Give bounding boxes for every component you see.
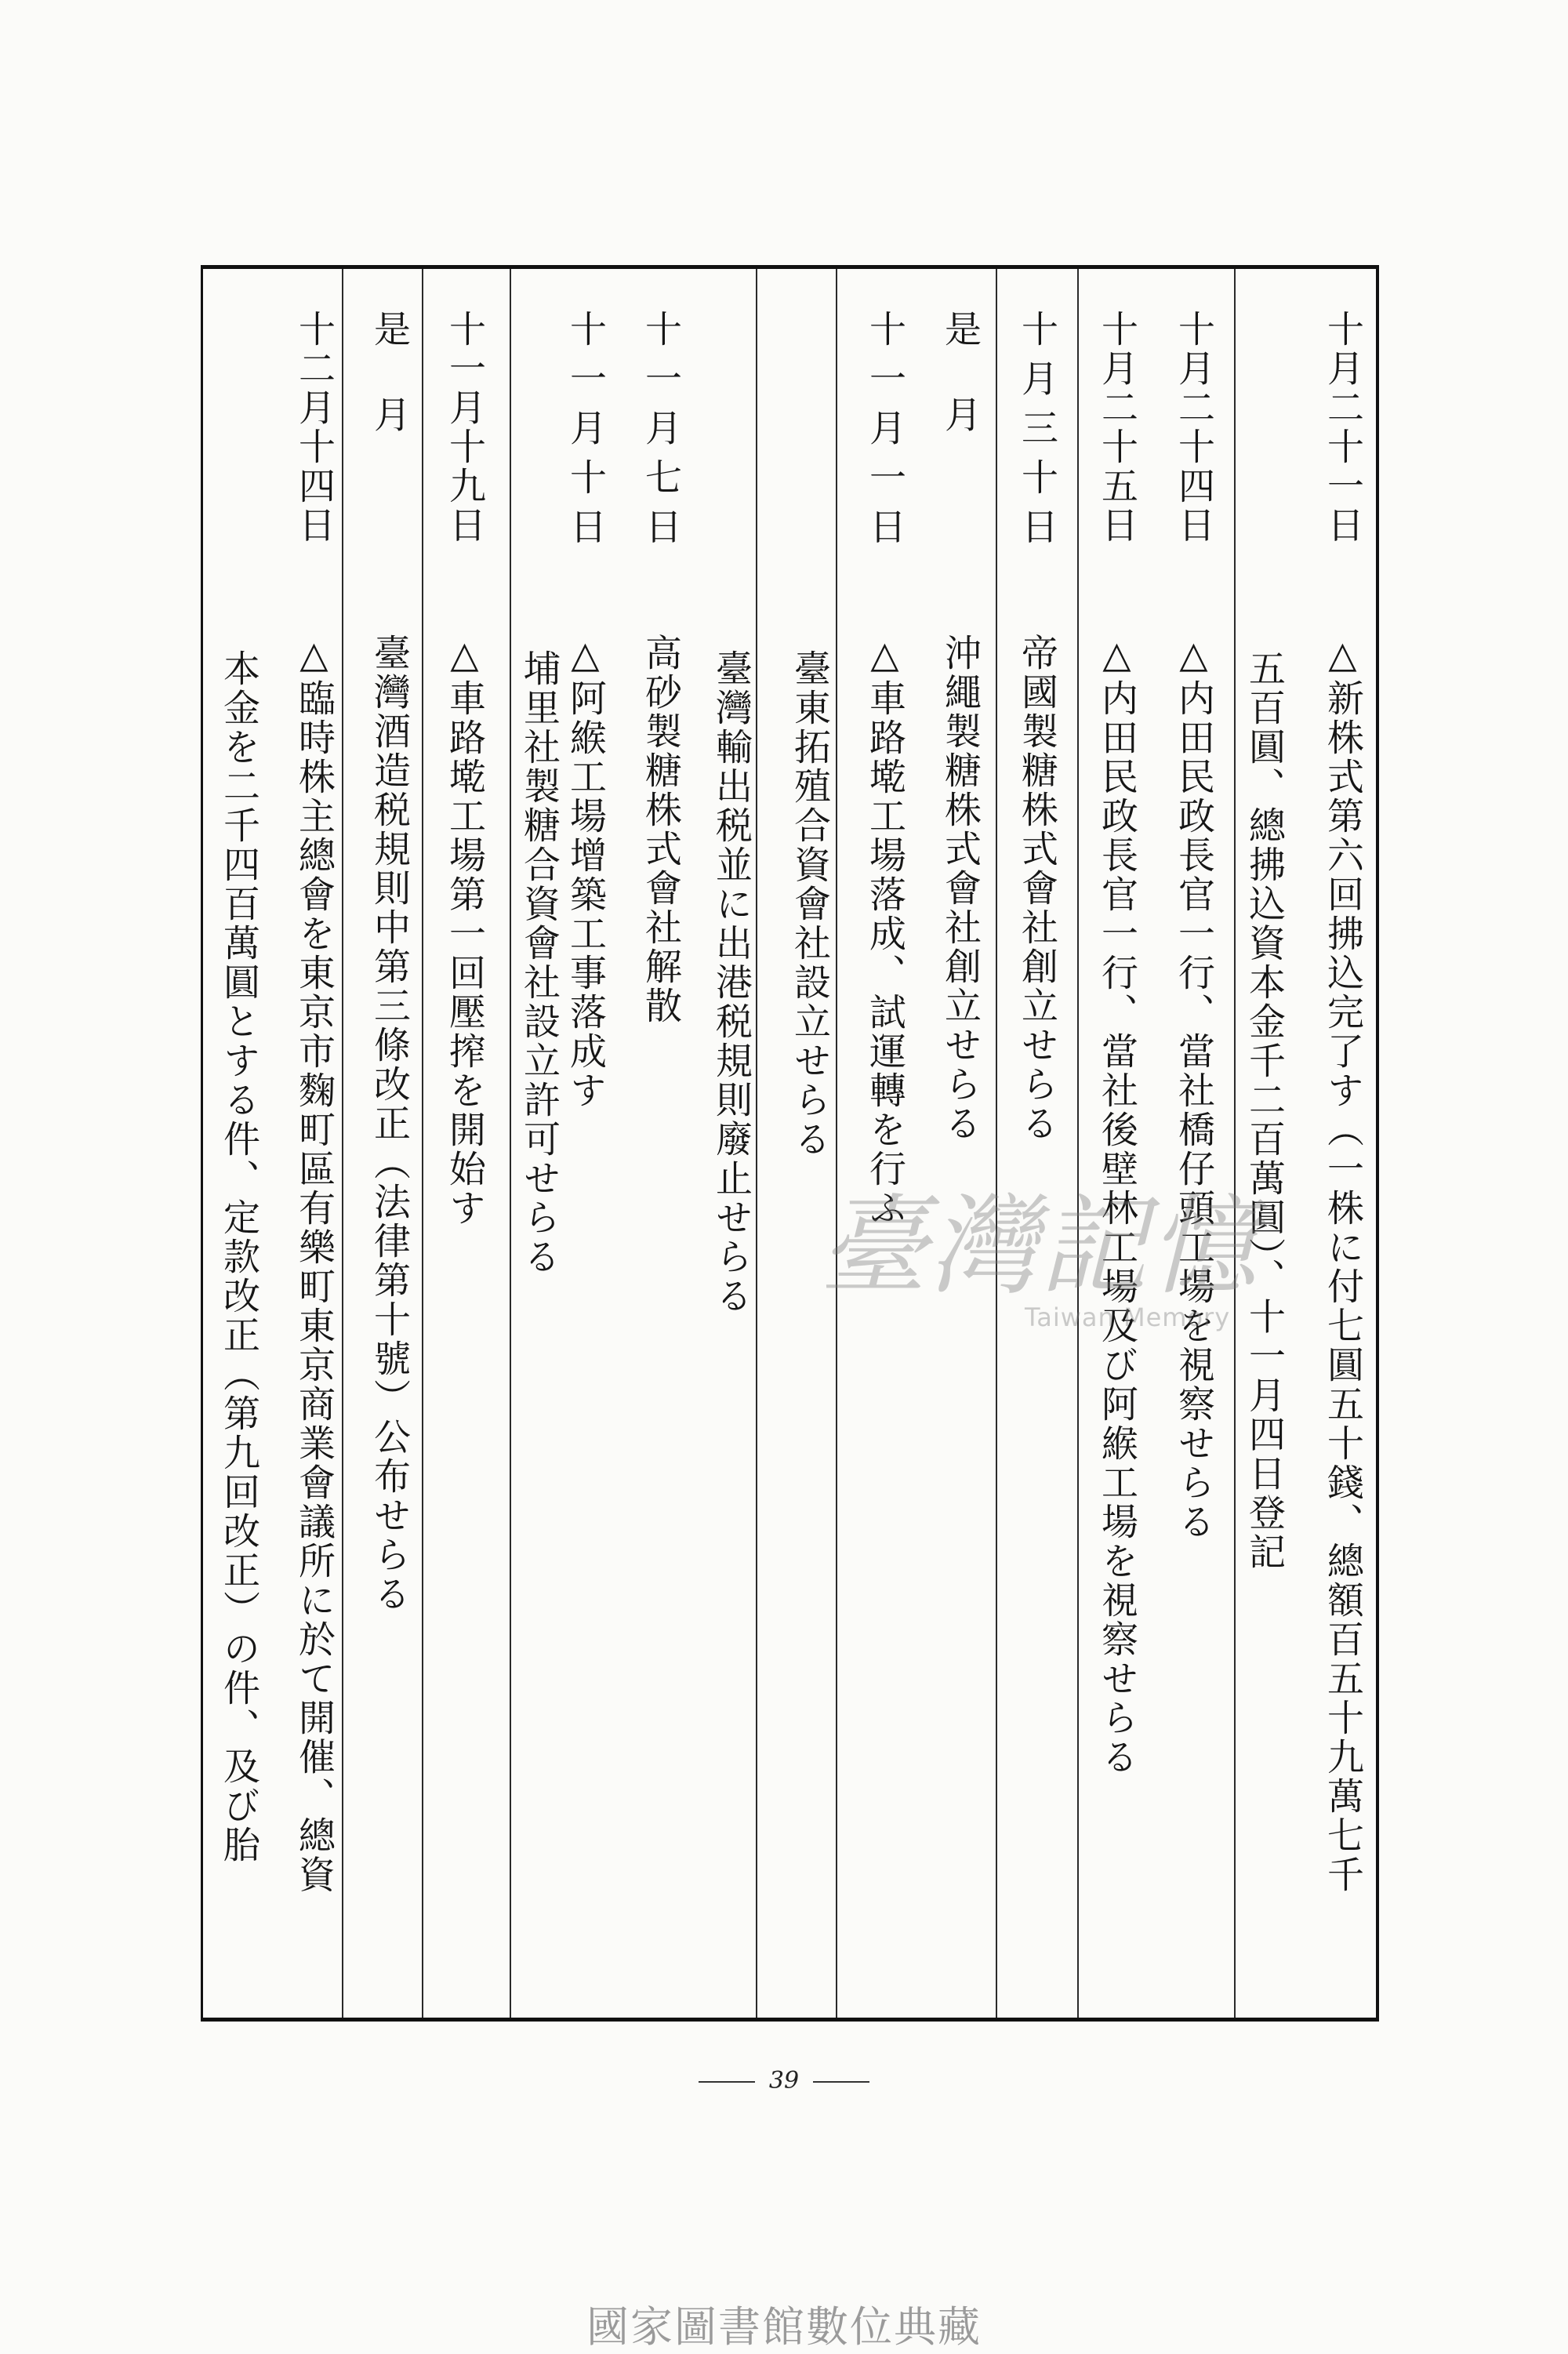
dash-right <box>813 2081 869 2083</box>
entry-date: 十一月十日 <box>564 310 607 557</box>
entry-date: 是月 <box>368 310 411 481</box>
column-rule <box>836 269 837 2018</box>
dash-left <box>699 2081 755 2083</box>
entry-date: 十一月十九日 <box>443 310 486 545</box>
entry-text: 沖繩製糖株式會社創立せらる <box>938 634 982 1143</box>
entry-text: △臨時株主總會を東京市麴町區有樂町東京商業會議所に於て開催、總資 <box>292 634 336 1894</box>
entry-text: △阿緱工場增築工事落成す <box>564 634 607 1110</box>
column-rule <box>1234 269 1236 2018</box>
column-rule <box>996 269 997 2018</box>
entry-text: 本金を二千四百萬圓とする件、定款改正（第九回改正）の件、及び胎 <box>217 649 260 1865</box>
entry-date: 是月 <box>938 310 982 481</box>
entry-date: 十一月一日 <box>863 310 906 557</box>
entry-text: 高砂製糖株式會社解散 <box>639 634 682 1026</box>
entry-date: 十月二十一日 <box>1321 310 1364 545</box>
watermark-subtitle: Taiwan Memory <box>1025 1302 1231 1332</box>
footer-credit: 國家圖書館數位典藏 <box>586 2302 982 2352</box>
entry-text: 臺灣輸出税並に出港税規則廢止せらる <box>710 649 753 1316</box>
column-rule <box>342 269 343 2018</box>
entry-text: △内田民政長官一行、當社後壁林工場及び阿緱工場を視察せらる <box>1095 634 1138 1777</box>
column-rule <box>422 269 423 2018</box>
entry-date: 十一月七日 <box>639 310 682 557</box>
page-number <box>0 2067 1568 2094</box>
page-number-text: 39 <box>768 2067 800 2094</box>
watermark-title: 臺灣記憶 <box>819 1183 1259 1310</box>
column-rule <box>756 269 757 2018</box>
column-rule <box>1077 269 1079 2018</box>
entry-text: 臺東拓殖合資會社設立せらる <box>788 649 831 1159</box>
entry-text: 臺灣酒造税規則中第三條改正（法律第十號）公布せらる <box>368 634 411 1614</box>
entry-text: 五百圓、總拂込資本金千二百萬圓）、十一月四日登記 <box>1243 649 1286 1572</box>
column-rule <box>510 269 511 2018</box>
entry-text: △車路墘工場第一回壓搾を開始す <box>443 634 486 1228</box>
entry-text: 帝國製糖株式會社創立せらる <box>1015 634 1058 1143</box>
entry-text: 埔里社製糖合資會社設立許可せらる <box>517 649 561 1277</box>
entry-text: △車路墘工場落成、試運轉を行ふ <box>863 634 906 1228</box>
entry-date: 十月三十日 <box>1015 310 1058 557</box>
entry-date: 十月二十五日 <box>1095 310 1138 545</box>
entry-text: △新株式第六回拂込完了す（一株に付七圓五十錢、總額百五十九萬七千 <box>1321 634 1364 1894</box>
entry-date: 十二月十四日 <box>292 310 336 545</box>
entry-date: 十月二十四日 <box>1172 310 1215 545</box>
entry-text: △内田民政長官一行、當社橋仔頭工場を視察せらる <box>1172 634 1215 1542</box>
